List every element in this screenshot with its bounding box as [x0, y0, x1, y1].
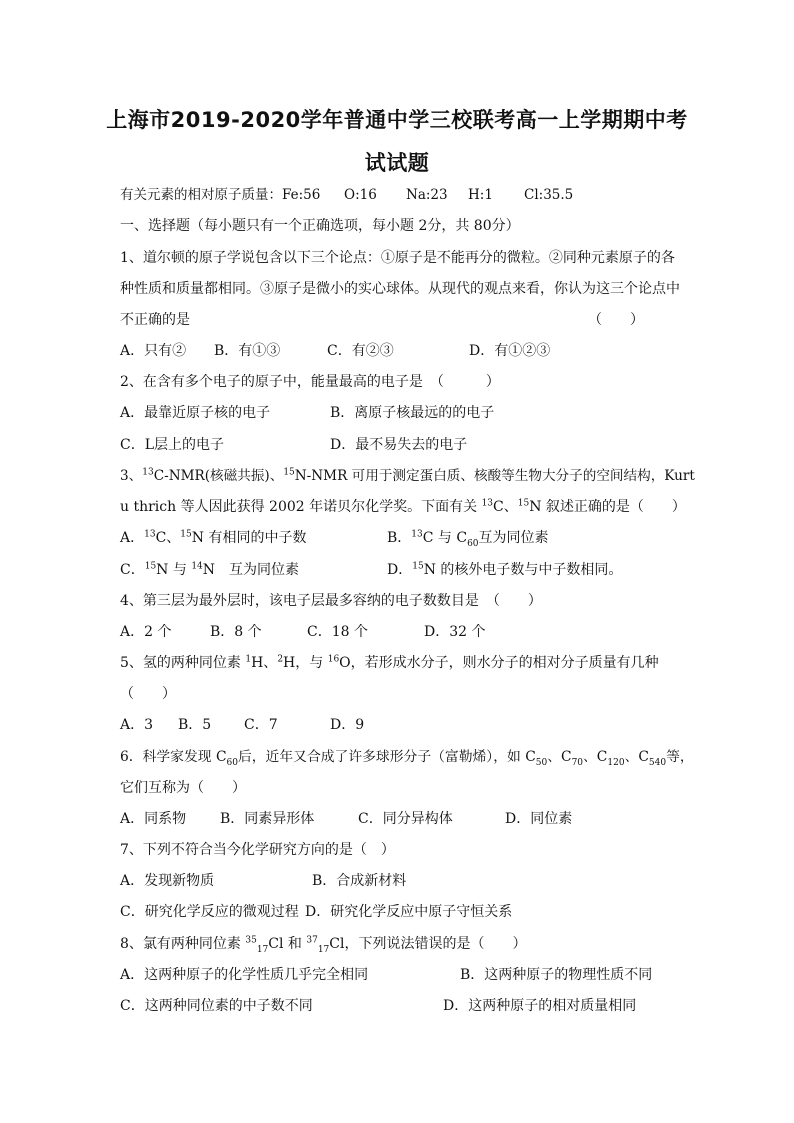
- q5-option-d: D．9: [330, 717, 365, 733]
- q2-stem: 2、在含有多个电子的原子中，能量最高的电子是 （ ）: [120, 374, 500, 390]
- q1-option-a: A．只有②: [120, 343, 187, 359]
- q6-stem-line1: 6．科学家发现 $C_{60}$后，近年又合成了许多球形分子（富勒烯），如 $C_{50}$、$C_{70}$、$C_{120}$、$C_{540}$等，: [120, 749, 694, 768]
- q1-option-c: C．有②③: [327, 343, 394, 359]
- q3-stem-line1: [120, 466, 695, 486]
- q3-mass-15b: 15: [517, 498, 530, 509]
- q8-stem: 8、氯有两种同位素 $^{35}_{17}$Cl 和 $^{37}_{17}$Cl，下列说法错误的是（ ）: [120, 935, 527, 955]
- q4-option-c: C．18 个: [307, 624, 368, 640]
- page-title: 上海市2019-2020学年普通中学三校联考高一上学期期中考: [106, 108, 688, 132]
- page-title-continued: 试试题: [364, 151, 430, 175]
- q7-option-b: B．合成新材料: [312, 873, 407, 889]
- q1-stem-line3: 不正确的是: [120, 312, 190, 328]
- q3-text-2: N-NMR 可用于测定蛋白质、核酸等生物大分子的空间结构，Kurt: [294, 468, 695, 484]
- q1-stem-line2: 种性质和质量都相同。③原子是微小的实心球体。从现代的观点来看，你认为这三个论点中: [120, 281, 680, 297]
- q6-option-b: B．同素异形体: [220, 811, 315, 827]
- q2-option-c: C．L层上的电子: [120, 437, 225, 453]
- q6-stem-line2: 它们互称为（ ）: [120, 780, 246, 796]
- q2-option-b: B．离原子核最远的的电子: [330, 405, 495, 421]
- q2-option-d: D．最不易失去的电子: [330, 437, 468, 453]
- q7-option-d: D．研究化学反应中原子守恒关系: [305, 904, 513, 920]
- q1-option-d: D．有①②③: [469, 343, 551, 359]
- q6-option-a: A．同系物: [120, 811, 187, 827]
- q8-option-c: C．这两种同位素的中子数不同: [120, 998, 313, 1014]
- q3-stem-line2: [120, 497, 686, 517]
- q7-stem: 7、下列不符合当今化学研究方向的是（ ）: [120, 842, 395, 858]
- q5-option-b: B．5: [178, 717, 212, 733]
- q8-option-b: B．这两种原子的物理性质不同: [460, 967, 653, 983]
- q5-option-c: C．7: [244, 717, 278, 733]
- q7-option-a: A．发现新物质: [120, 873, 215, 889]
- q3-option-c: C．$^{15}$N 与 $^{14}$N 互为同位素: [120, 561, 300, 578]
- section-heading: 一、选择题（每小题只有一个正确选项，每小题 2分，共 80分）: [120, 218, 520, 234]
- q5-stem: 5、氢的两种同位素 $^1$H、$^2$H，与 $^{16}$O，若形成水分子，则水分子的相对分子质量有几种: [120, 654, 659, 671]
- q3-option-d: D．$^{15}$N 的核外电子数与中子数相同。: [387, 561, 623, 578]
- q4-option-d: D．32 个: [424, 624, 486, 640]
- q2-option-a: A．最靠近原子核的电子: [120, 405, 271, 421]
- atomic-masses-line: [120, 185, 573, 205]
- q3-mass-15: 15: [283, 467, 295, 478]
- mass-cl: Cl:35.5: [524, 187, 574, 203]
- q1-answer-blank: （ ）: [588, 312, 644, 328]
- q3-text-1: C-NMR(核磁共振)、: [153, 468, 284, 484]
- q8-option-a: A．这两种原子的化学性质几乎完全相同: [120, 967, 369, 983]
- q3-mass-13b: 13: [481, 498, 494, 509]
- mass-o: O:16: [344, 187, 377, 203]
- q3-text-3: u thrich 等人因此获得 2002 年诺贝尔化学奖。下面有关: [120, 499, 482, 515]
- q5-option-a: A．3: [120, 717, 154, 733]
- q4-option-a: A．2 个: [120, 624, 172, 640]
- q3-option-a: A．$^{13}$C、$^{15}$N 有相同的中子数: [120, 529, 307, 546]
- q3-option-b: B．$^{13}$C 与 $C_{60}$互为同位素: [387, 529, 549, 549]
- q4-option-b: B．8 个: [210, 624, 262, 640]
- q8-option-d: D．这两种原子的相对质量相同: [443, 998, 637, 1014]
- q5-answer-blank: （ ）: [120, 686, 176, 702]
- q3-text-4: C、: [493, 499, 518, 515]
- mass-na: Na:23: [406, 187, 448, 203]
- mass-fe: Fe:56: [282, 187, 321, 203]
- q6-option-d: D．同位素: [505, 811, 573, 827]
- q6-option-c: C．同分异构体: [358, 811, 453, 827]
- q3-mass-13: 13: [142, 467, 154, 478]
- q3-text-5: N 叙述正确的是（ ）: [529, 499, 686, 515]
- q7-option-c: C．研究化学反应的微观过程: [120, 904, 299, 920]
- q4-stem: 4、第三层为最外层时，该电子层最多容纳的电子数数目是 （ ）: [120, 593, 542, 609]
- masses-label: 有关元素的相对原子质量：: [120, 187, 282, 203]
- q3-number: 3、: [120, 468, 143, 484]
- q1-option-b: B．有①③: [214, 343, 281, 359]
- q1-stem-line1: 1、道尔顿的原子学说包含以下三个论点：①原子是不能再分的微粒。②同种元素原子的各: [120, 250, 675, 266]
- mass-h: H:1: [468, 187, 493, 203]
